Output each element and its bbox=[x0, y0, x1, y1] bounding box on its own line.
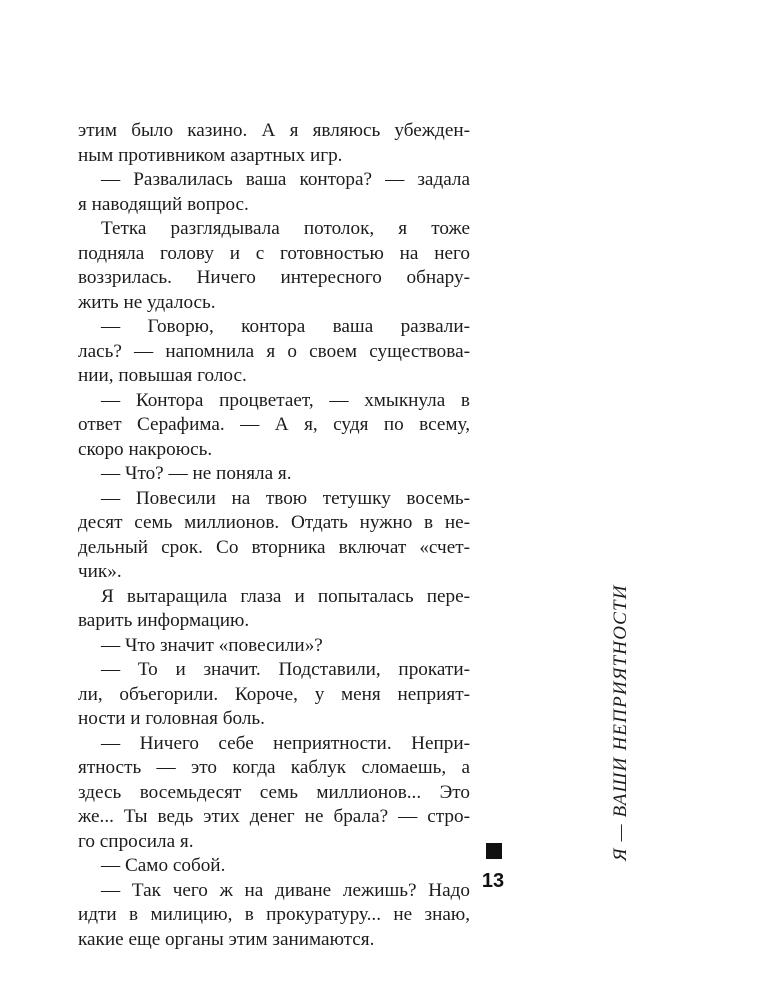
text-line: — Само собой. bbox=[101, 855, 226, 876]
text-line: ным противником азартных игр. bbox=[78, 144, 343, 166]
text-line: подняла голову и с готовностью на него bbox=[78, 242, 470, 264]
text-line: — Контора процветает, — хмыкнула в bbox=[101, 389, 470, 411]
text-line: — То и значит. Подставили, прокати- bbox=[101, 659, 470, 680]
text-line: жить не удалось. bbox=[78, 291, 216, 313]
text-line: воззрилась. Ничего интересного обнару- bbox=[78, 267, 470, 288]
text-line: здесь восемьдесят семь миллионов... Это bbox=[78, 781, 470, 803]
text-line: — Развалилась ваша контора? — задала bbox=[101, 169, 470, 190]
text-line: скоро накроюсь. bbox=[78, 438, 213, 460]
text-line: Тетка разглядывала потолок, я тоже bbox=[101, 218, 470, 239]
text-line: же... Ты ведь этих денег не брала? — стро- bbox=[78, 806, 470, 827]
body-text bbox=[78, 119, 470, 952]
page-number: 13 bbox=[481, 870, 505, 892]
running-head bbox=[476, 584, 766, 861]
text-line: ности и головная боль. bbox=[78, 708, 265, 729]
text-line: лась? — напомнила я о своем существова- bbox=[78, 340, 470, 362]
text-line: — Так чего ж на диване лежишь? Надо bbox=[101, 879, 470, 901]
text-line: Я вытаращила глаза и попыталась пере- bbox=[101, 585, 470, 607]
text-line: — Что значит «повесили»? bbox=[101, 634, 323, 656]
text-line: ответ Серафима. — А я, судя по всему, bbox=[78, 414, 470, 435]
text-line: — Повесили на твою тетушку восемь- bbox=[101, 487, 470, 509]
text-line: десят семь миллионов. Отдать нужно в не- bbox=[78, 512, 470, 533]
text-line: дельный срок. Со вторника включат «счет- bbox=[78, 536, 470, 558]
text-line: этим было казино. А я являюсь убежден- bbox=[78, 120, 470, 141]
text-line: — Что? — не поняла я. bbox=[101, 463, 292, 484]
text-line: — Говорю, контора ваша развали- bbox=[101, 316, 470, 337]
running-title: Я — ВАШИ НЕПРИЯТНОСТИ bbox=[610, 584, 631, 861]
section-marker-square bbox=[486, 843, 502, 859]
text-line: чик». bbox=[78, 561, 122, 582]
text-line: нии, повышая голос. bbox=[78, 365, 247, 386]
text-line: ятность — это когда каблук сломаешь, а bbox=[78, 757, 470, 778]
text-line: го спросила я. bbox=[78, 830, 194, 852]
text-line: идти в милицию, в прокуратуру... не знаю, bbox=[78, 904, 470, 925]
text-line: — Ничего себе неприятности. Непри- bbox=[101, 732, 470, 754]
text-line: ли, объегорили. Короче, у меня неприят- bbox=[78, 683, 470, 705]
text-line: какие еще органы этим занимаются. bbox=[78, 928, 375, 950]
text-line: я наводящий вопрос. bbox=[78, 193, 249, 215]
text-line: варить информацию. bbox=[78, 610, 250, 631]
